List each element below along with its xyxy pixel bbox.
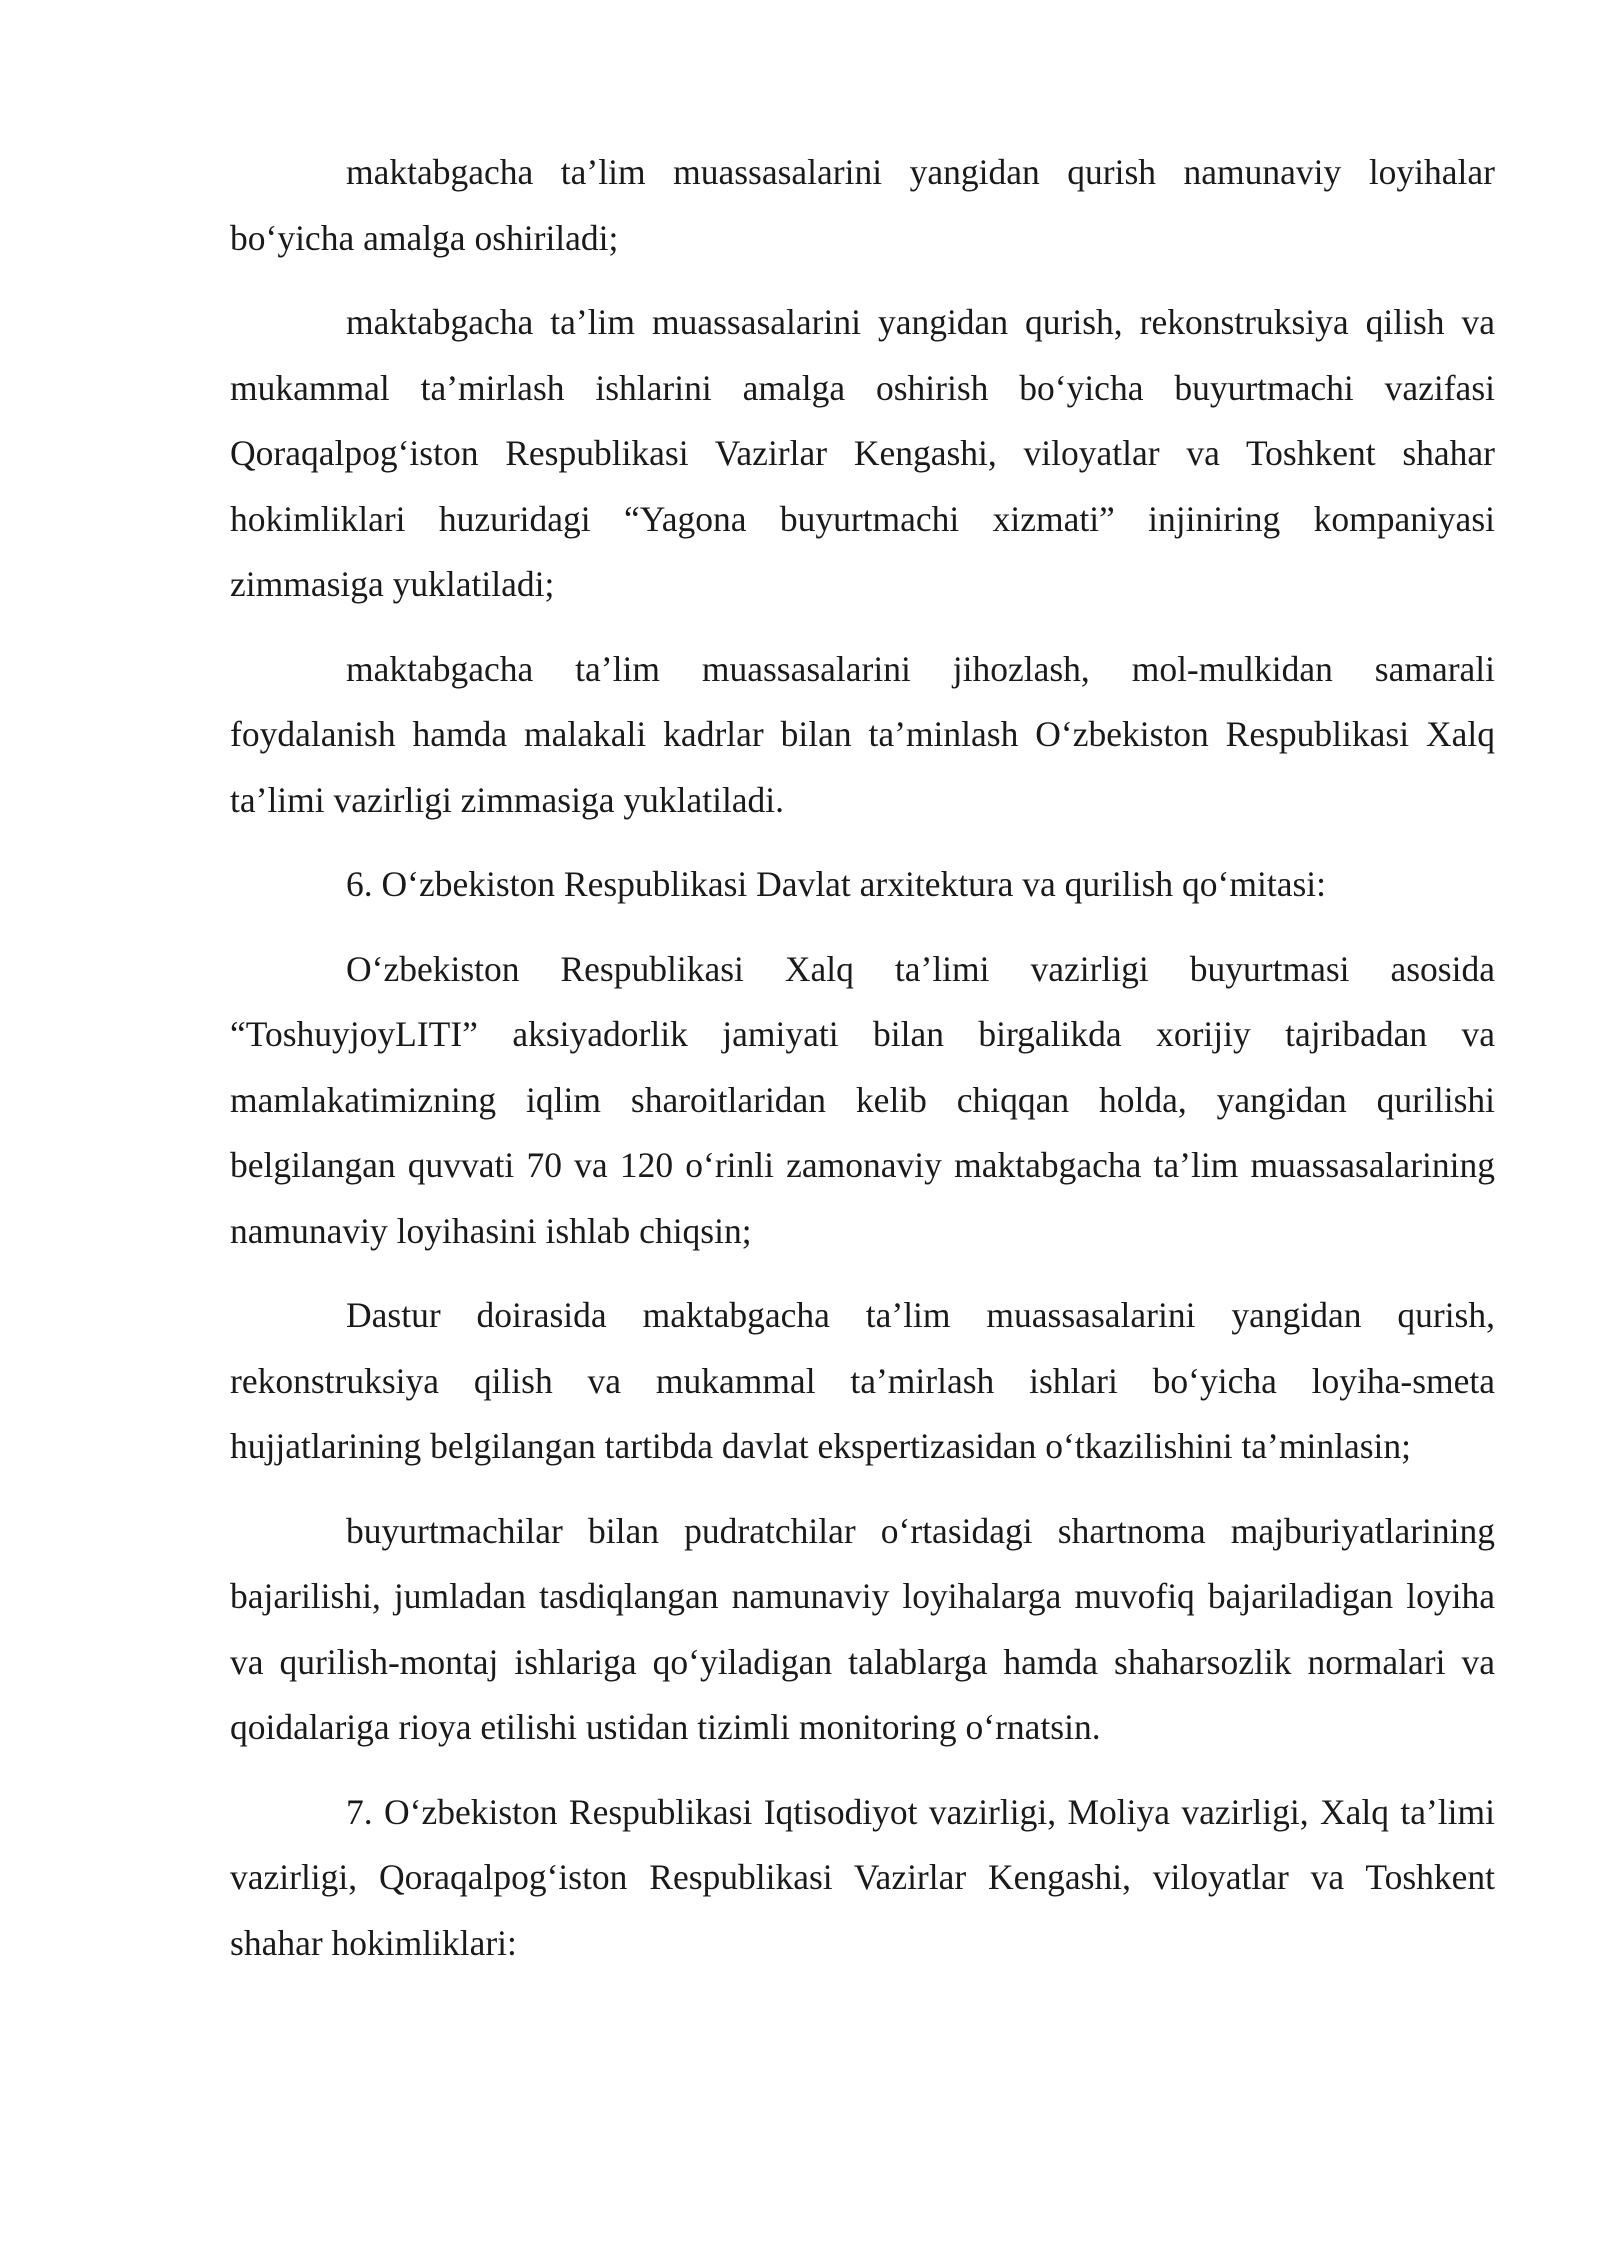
section-7-heading: 7. O‘zbekiston Respublikasi Iqtisodiyot vazirligi, Moliya vazirligi, Xalq ta’limi vazirligi, Qoraqalpog‘iston Respublikasi Vazirlar Kengashi, viloyatlar va Toshkent shahar hokimliklari: xyxy=(230,1791,1495,1963)
paragraph: maktabgacha ta’lim muassasalarini yangidan qurish namunaviy loyihalar bo‘yicha amalga oshiriladi; xyxy=(230,152,1495,258)
paragraph: maktabgacha ta’lim muassasalarini yangidan qurish, rekonstruksiya qilish va mukammal ta’mirlash ishlarini amalga oshirish bo‘yicha buyurtmachi vazifasi Qoraqalpog‘iston Respublikasi Vazirlar Kengashi, viloyatlar va Toshkent shahar hokimliklari huzuridagi “Yagona buyurtmachi xizmati” injiniring kompaniyasi zimmasiga yuklatiladi; xyxy=(230,302,1495,604)
paragraph: maktabgacha ta’lim muassasalarini jihozlash, mol-mulkidan samarali foydalanish hamda malakali kadrlar bilan ta’minlash O‘zbekiston Respublikasi Xalq ta’limi vazirligi zimmasiga yuklatiladi. xyxy=(230,648,1495,820)
paragraph: buyurtmachilar bilan pudratchilar o‘rtasidagi shartnoma majburiyatlarining bajarilishi, jumladan tasdiqlangan namunaviy loyihalarga muvofiq bajariladigan loyiha va qurilish-montaj ishlariga qo‘yiladigan talablarga hamda shaharsozlik normalari va qoidalariga rioya etilishi ustidan tizimli monitoring o‘rnatsin. xyxy=(230,1510,1495,1747)
paragraph: O‘zbekiston Respublikasi Xalq ta’limi vazirligi buyurtmasi asosida “ToshuyjoyLITI” aksiyadorlik jamiyati bilan birgalikda xorijiy tajribadan va mamlakatimizning iqlim sharoitlaridan kelib chiqqan holda, yangidan qurilishi belgilangan quvvati 70 va 120 o‘rinli zamonaviy maktabgacha ta’lim muassasalarining namunaviy loyihasini ishlab chiqsin; xyxy=(230,948,1495,1251)
document-body xyxy=(230,140,1495,1995)
paragraph: Dastur doirasida maktabgacha ta’lim muassasalarini yangidan qurish, rekonstruksiya qilish va mukammal ta’mirlash ishlari bo‘yicha loyiha-smeta hujjatlarining belgilangan tartibda davlat ekspertizasidan o‘tkazilishini ta’minlasin; xyxy=(230,1295,1495,1466)
section-6-heading: 6. O‘zbekiston Respublikasi Davlat arxitektura va qurilish qo‘mitasi: xyxy=(346,864,1326,904)
